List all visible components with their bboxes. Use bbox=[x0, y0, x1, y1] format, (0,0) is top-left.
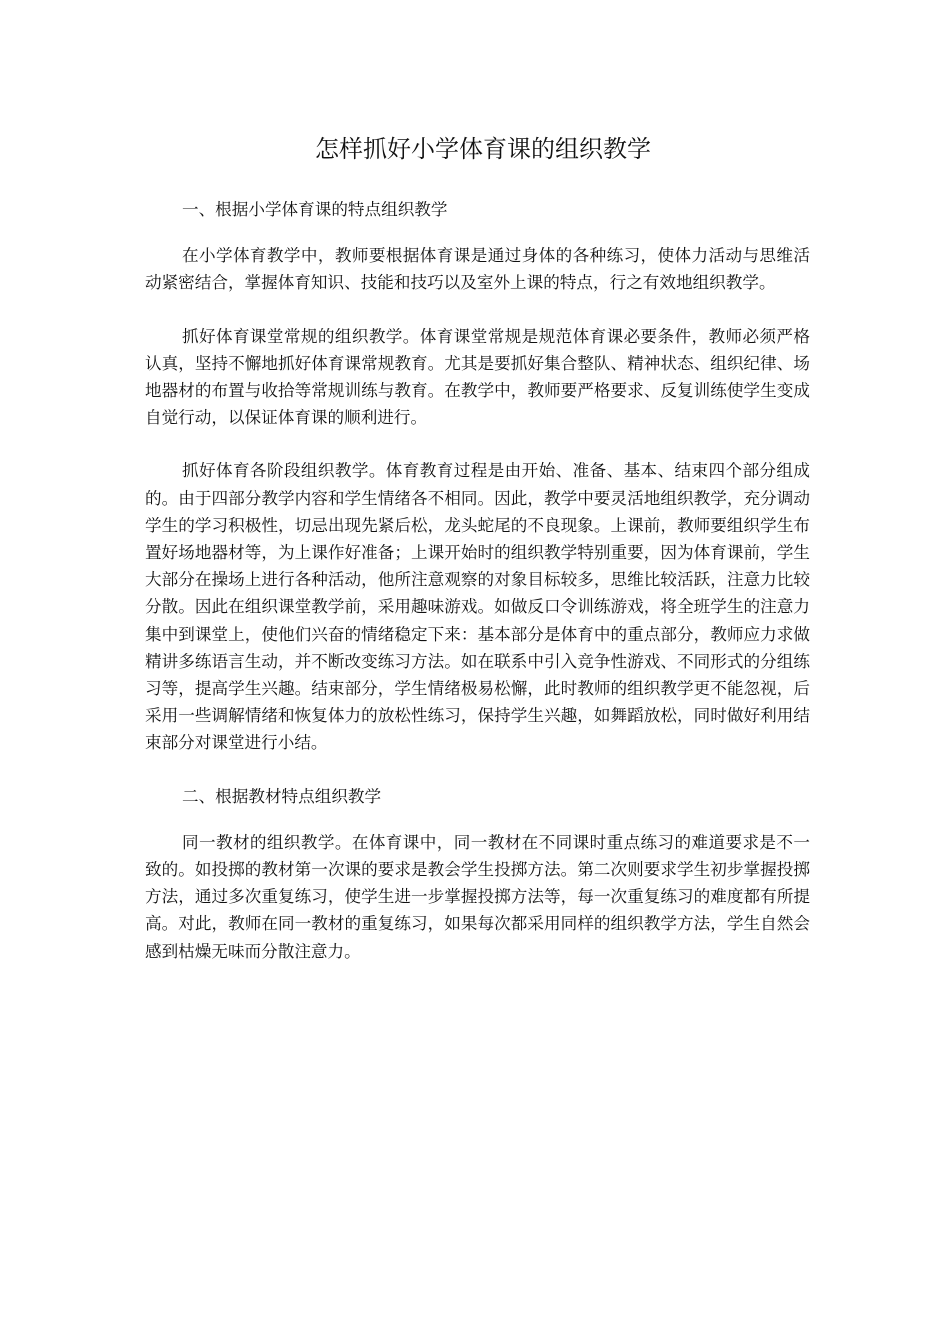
document-body bbox=[145, 196, 810, 965]
document-title: 怎样抓好小学体育课的组织教学 bbox=[315, 135, 651, 163]
section-heading-2: 二、根据教材特点组织教学 bbox=[182, 786, 382, 806]
paragraph: 同一教材的组织教学。在体育课中，同一教材在不同课时重点练习的难道要求是不一致的。如投掷的教材第一次课的要求是教会学生投掷方法。第二次则要求学生初步掌握投掷方法，通过多次重复练习，使学生进一步掌握投掷方法等，每一次重复练习的难度都有所提高。对此，教师在同一教材的重复练习，如果每次都采用同样的组织教学方法，学生自然会感到枯燥无味而分散注意力。 bbox=[145, 832, 810, 961]
section-heading-1: 一、根据小学体育课的特点组织教学 bbox=[182, 200, 448, 219]
paragraph: 抓好体育各阶段组织教学。体育教育过程是由开始、准备、基本、结束四个部分组成的。由于四部分教学内容和学生情绪各不相同。因此，教学中要灵活地组织教学，充分调动学生的学习积极性，切忌出现先紧后松，龙头蛇尾的不良现象。上课前，教师要组织学生布置好场地器材等，为上课作好准备；上课开始时的组织教学特别重要，因为体育课前，学生大部分在操场上进行各种活动，他所注意观察的对象目标较多，思维比较活跃，注意力比较分散。因此在组织课堂教学前，采用趣味游戏。如做反口令训练游戏，将全班学生的注意力集中到课堂上，使他们兴奋的情绪稳定下来：基本部分是体育中的重点部分，教师应力求做精讲多练语言生动，并不断改变练习方法。如在联系中引入竞争性游戏、不同形式的分组练习等，提高学生兴趣。结束部分，学生情绪极易松懈，此时教师的组织教学更不能忽视，后采用一些调解情绪和恢复体力的放松性练习，保持学生兴趣，如舞蹈放松，同时做好利用结束部分对课堂进行小结。 bbox=[145, 461, 810, 753]
paragraph: 抓好体育课堂常规的组织教学。体育课堂常规是规范体育课必要条件，教师必须严格认真，坚持不懈地抓好体育课常规教育。尤其是要抓好集合整队、精神状态、组织纪律、场地器材的布置与收拾等常规训练与教育。在教学中，教师要严格要求、反复训练使学生变成自觉行动，以保证体育课的顺利进行。 bbox=[145, 326, 810, 428]
paragraph: 在小学体育教学中，教师要根据体育课是通过身体的各种练习，使体力活动与思维活动紧密结合，掌握体育知识、技能和技巧以及室外上课的特点，行之有效地组织教学。 bbox=[145, 246, 810, 293]
